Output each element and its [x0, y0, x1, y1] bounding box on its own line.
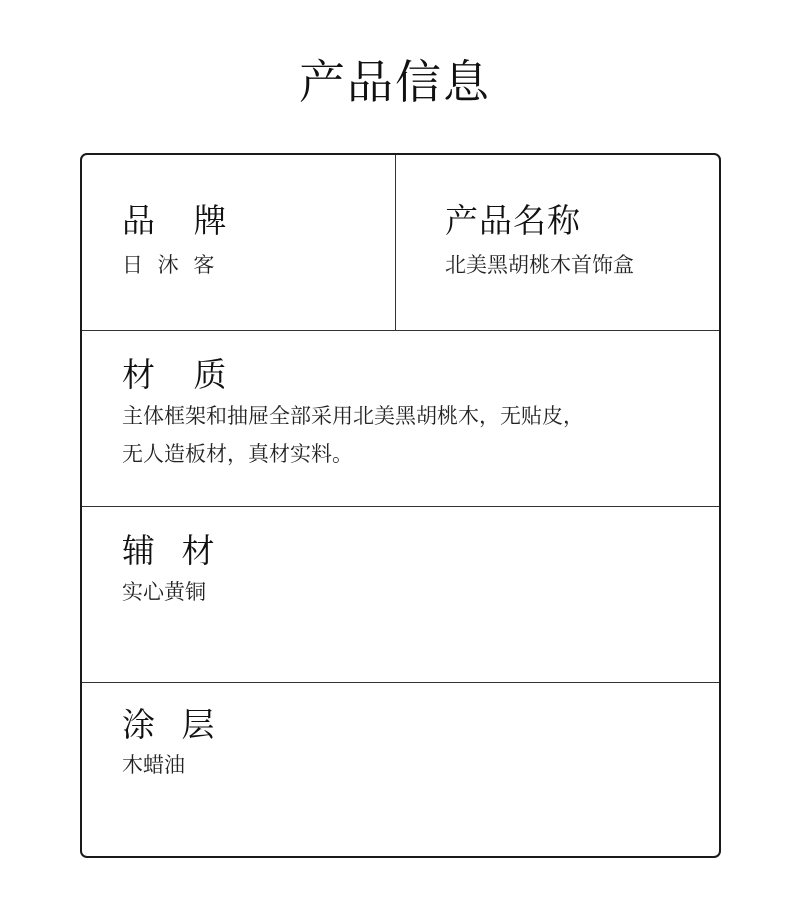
accessory-label: 辅 材 — [122, 531, 223, 570]
table-row-material — [82, 331, 719, 507]
material-value-line-1: 主体框架和抽屉全部采用北美黑胡桃木，无贴皮， — [122, 404, 584, 428]
brand-value: 日 沐 客 — [122, 253, 219, 277]
table-row-accessory — [82, 507, 719, 683]
page-title: 产品信息 — [299, 55, 491, 109]
product-name-value: 北美黑胡桃木首饰盒 — [445, 253, 634, 277]
coating-label: 涂 层 — [122, 705, 223, 744]
material-cell — [82, 331, 719, 506]
product-name-label: 产品名称 — [445, 201, 581, 240]
product-name-cell — [396, 155, 719, 330]
table-row-brand-name — [82, 155, 719, 331]
coating-cell — [82, 683, 719, 856]
coating-value: 木蜡油 — [122, 753, 185, 777]
accessory-cell — [82, 507, 719, 682]
material-label: 材 质 — [122, 355, 241, 394]
brand-cell — [82, 155, 396, 330]
product-info-table — [80, 153, 721, 858]
brand-label: 品 牌 — [122, 201, 241, 240]
table-row-coating — [82, 683, 719, 856]
material-value-line-2: 无人造板材，真材实料。 — [122, 442, 353, 466]
accessory-value: 实心黄铜 — [122, 580, 206, 604]
